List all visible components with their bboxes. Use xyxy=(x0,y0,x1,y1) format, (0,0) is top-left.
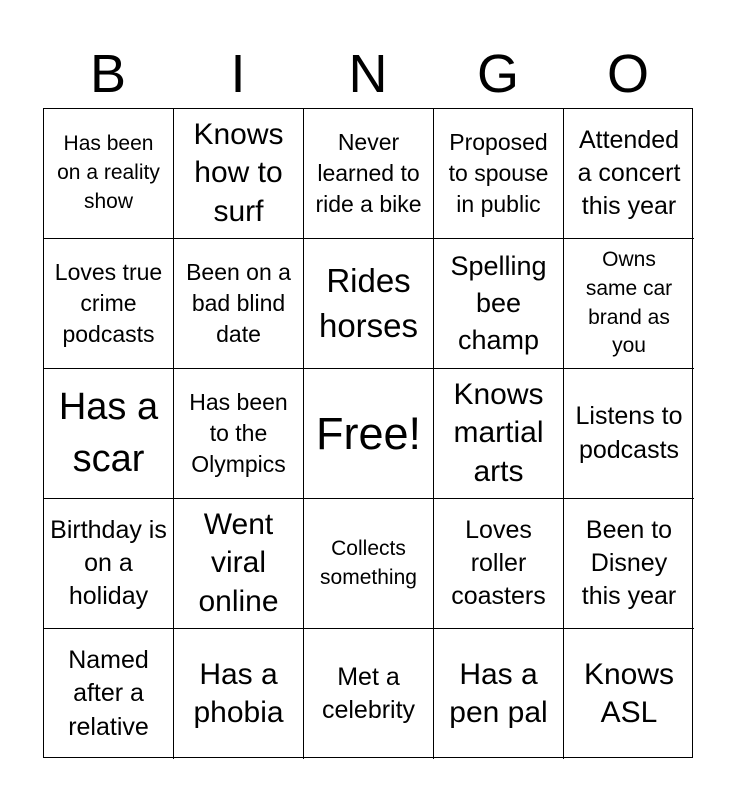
cell-text: Been on a bad blind date xyxy=(186,258,291,348)
bingo-cell[interactable] xyxy=(44,239,174,369)
cell-text: Loves true crime podcasts xyxy=(54,258,163,348)
cell-text: Has a scar xyxy=(58,385,159,480)
bingo-cell[interactable] xyxy=(564,369,694,499)
bingo-cell[interactable] xyxy=(174,499,304,629)
cell-text: Knows how to surf xyxy=(193,117,284,228)
bingo-cell[interactable] xyxy=(44,109,174,239)
bingo-header xyxy=(43,40,693,108)
bingo-cell[interactable] xyxy=(434,239,564,369)
bingo-cell[interactable] xyxy=(44,629,174,759)
header-letter-n: N xyxy=(348,44,388,104)
cell-text: Free! xyxy=(315,408,422,459)
bingo-cell[interactable] xyxy=(564,239,694,369)
cell-text: Collects something xyxy=(320,536,417,589)
bingo-cell[interactable] xyxy=(44,369,174,499)
cell-text: Loves roller coasters xyxy=(451,515,546,611)
cell-text: Has been on a reality show xyxy=(57,132,160,213)
cell-text: Birthday is on a holiday xyxy=(50,515,167,611)
header-letter-o: O xyxy=(606,44,649,104)
bingo-cell[interactable] xyxy=(174,109,304,239)
bingo-cell[interactable] xyxy=(564,629,694,759)
bingo-cell[interactable] xyxy=(434,109,564,239)
header-letter-b: B xyxy=(89,44,127,104)
cell-text: Rides horses xyxy=(318,261,419,344)
cell-text: Spelling bee champ xyxy=(450,250,547,356)
header-letter-g: G xyxy=(476,44,519,104)
bingo-cell[interactable] xyxy=(564,499,694,629)
bingo-cell[interactable] xyxy=(304,499,434,629)
cell-text: Been to Disney this year xyxy=(581,515,677,611)
cell-text: Has a phobia xyxy=(193,657,284,729)
bingo-cell[interactable] xyxy=(434,629,564,759)
bingo-cell[interactable] xyxy=(564,109,694,239)
bingo-cell[interactable] xyxy=(174,629,304,759)
cell-text: Knows martial arts xyxy=(453,377,544,488)
bingo-cell[interactable] xyxy=(44,499,174,629)
bingo-cell[interactable] xyxy=(434,499,564,629)
cell-text: Never learned to ride a bike xyxy=(315,128,422,218)
cell-text: Has a pen pal xyxy=(449,657,548,729)
bingo-cell[interactable] xyxy=(434,369,564,499)
bingo-cell[interactable] xyxy=(174,239,304,369)
header-letter-i: I xyxy=(230,44,246,104)
bingo-cell[interactable] xyxy=(304,629,434,759)
cell-text: Listens to podcasts xyxy=(575,402,683,464)
cell-text: Named after a relative xyxy=(68,646,149,741)
bingo-cell[interactable] xyxy=(174,369,304,499)
cell-text: Attended a concert this year xyxy=(577,125,681,221)
cell-text: Proposed to spouse in public xyxy=(448,128,549,218)
cell-text: Has been to the Olympics xyxy=(189,388,288,478)
cell-text: Met a celebrity xyxy=(321,662,416,724)
bingo-cell-free[interactable] xyxy=(304,369,434,499)
cell-text: Owns same car brand as you xyxy=(585,247,673,358)
bingo-cell[interactable] xyxy=(304,109,434,239)
cell-text: Knows ASL xyxy=(583,657,675,729)
bingo-cell[interactable] xyxy=(304,239,434,369)
bingo-board xyxy=(43,108,693,758)
cell-text: Went viral online xyxy=(198,507,279,618)
